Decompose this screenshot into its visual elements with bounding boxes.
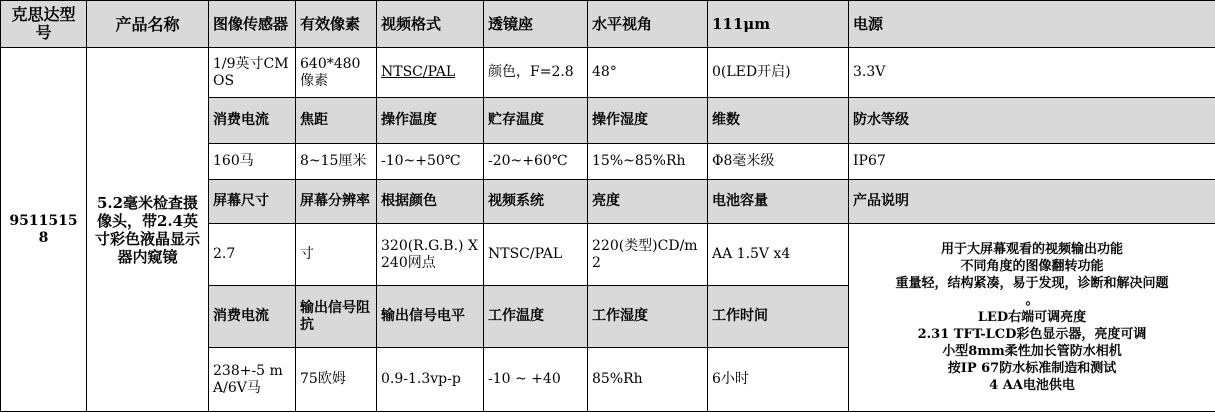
col-header-lens-mount: 透镜座 bbox=[484, 1, 588, 48]
work-humidity-header: 工作湿度 bbox=[588, 286, 708, 348]
description-line: 不同角度的图像翻转功能 bbox=[960, 259, 1104, 274]
work-humidity-value: 85%Rh bbox=[588, 348, 708, 412]
op-temp-header: 操作温度 bbox=[377, 98, 484, 144]
signal-level-header: 输出信号电平 bbox=[377, 286, 484, 348]
storage-temp-header: 贮存温度 bbox=[484, 98, 588, 144]
impedance-value: 75欧姆 bbox=[296, 348, 377, 412]
description-line: 4 AA电池供电 bbox=[989, 378, 1075, 393]
screen-resolution-header: 屏幕分辨率 bbox=[296, 180, 377, 224]
brightness-value: 220(类型)CD/m2 bbox=[588, 224, 708, 286]
screen-resolution-value: 寸 bbox=[296, 224, 377, 286]
op-temp-value: -10~+50℃ bbox=[377, 144, 484, 180]
col-header-pixels: 有效像素 bbox=[296, 1, 377, 48]
work-time-header: 工作时间 bbox=[708, 286, 849, 348]
current-header: 消费电流 bbox=[209, 98, 296, 144]
battery-header: 电池容量 bbox=[708, 180, 849, 224]
op-humidity-header: 操作湿度 bbox=[588, 98, 708, 144]
color-header: 根据颜色 bbox=[377, 180, 484, 224]
data-row-1 bbox=[1, 48, 1215, 98]
work-temp-value: -10 ~ +40 bbox=[484, 348, 588, 412]
col-header-sensor: 图像传感器 bbox=[209, 1, 296, 48]
description-line: 重量轻，结构紧凑，易于发现，诊断和解决问题 bbox=[895, 276, 1169, 291]
description-line: 。 bbox=[1025, 293, 1039, 308]
brightness-header: 亮度 bbox=[588, 180, 708, 224]
battery-value: AA 1.5V x4 bbox=[708, 224, 849, 286]
sensor-value: 1/9英寸CMOS bbox=[209, 48, 296, 98]
waterproof-value: IP67 bbox=[849, 144, 1215, 180]
description-line: LED右端可调亮度 bbox=[977, 310, 1087, 325]
col-header-product-name: 产品名称 bbox=[87, 1, 209, 48]
description-line: 2.31 TFT-LCD彩色显示器，亮度可调 bbox=[917, 327, 1147, 342]
lens-mount-value: 颜色，F=2.8 bbox=[484, 48, 588, 98]
video-format-value: NTSC/PAL bbox=[377, 48, 484, 98]
power-value: 3.3V bbox=[849, 48, 1215, 98]
work-time-value: 6小时 bbox=[708, 348, 849, 412]
um-value: 0(LED开启) bbox=[708, 48, 849, 98]
work-temp-header: 工作温度 bbox=[484, 286, 588, 348]
col-header-model: 克思达型号 bbox=[1, 1, 87, 48]
description-line: 小型8mm柔性加长管防水相机 bbox=[942, 344, 1122, 359]
current2-value: 238+-5 mA/6V马 bbox=[209, 348, 296, 412]
product-model: 95115158 bbox=[1, 48, 87, 412]
pixels-value: 640*480像素 bbox=[296, 48, 377, 98]
dimension-header: 维数 bbox=[708, 98, 849, 144]
col-header-um: 111μm bbox=[708, 1, 849, 48]
op-humidity-value: 15%~85%Rh bbox=[588, 144, 708, 180]
screen-size-value: 2.7 bbox=[209, 224, 296, 286]
col-header-power: 电源 bbox=[849, 1, 1215, 48]
horizontal-view-value: 48° bbox=[588, 48, 708, 98]
current2-header: 消费电流 bbox=[209, 286, 296, 348]
waterproof-header: 防水等级 bbox=[849, 98, 1215, 144]
description-line: 用于大屏幕观看的视频输出功能 bbox=[940, 242, 1123, 257]
focal-header: 焦距 bbox=[296, 98, 377, 144]
description-line: 按IP 67防水标准制造和测试 bbox=[947, 361, 1117, 376]
video-system-header: 视频系统 bbox=[484, 180, 588, 224]
screen-size-header: 屏幕尺寸 bbox=[209, 180, 296, 224]
dimension-value: Φ8毫米级 bbox=[708, 144, 849, 180]
col-header-video-format: 视频格式 bbox=[377, 1, 484, 48]
storage-temp-value: -20~+60℃ bbox=[484, 144, 588, 180]
signal-level-value: 0.9-1.3vp-p bbox=[377, 348, 484, 412]
description-header: 产品说明 bbox=[849, 180, 1215, 224]
header-row bbox=[1, 1, 1215, 48]
video-system-value: NTSC/PAL bbox=[484, 224, 588, 286]
impedance-header: 输出信号阻抗 bbox=[296, 286, 377, 348]
product-description bbox=[849, 224, 1215, 412]
col-header-horizontal-view: 水平视角 bbox=[588, 1, 708, 48]
color-value: 320(R.G.B.) X 240网点 bbox=[377, 224, 484, 286]
current-value: 160马 bbox=[209, 144, 296, 180]
product-name: 5.2毫米检查摄像头，带2.4英寸彩色液晶显示器内窥镜 bbox=[87, 48, 209, 412]
focal-value: 8~15厘米 bbox=[296, 144, 377, 180]
